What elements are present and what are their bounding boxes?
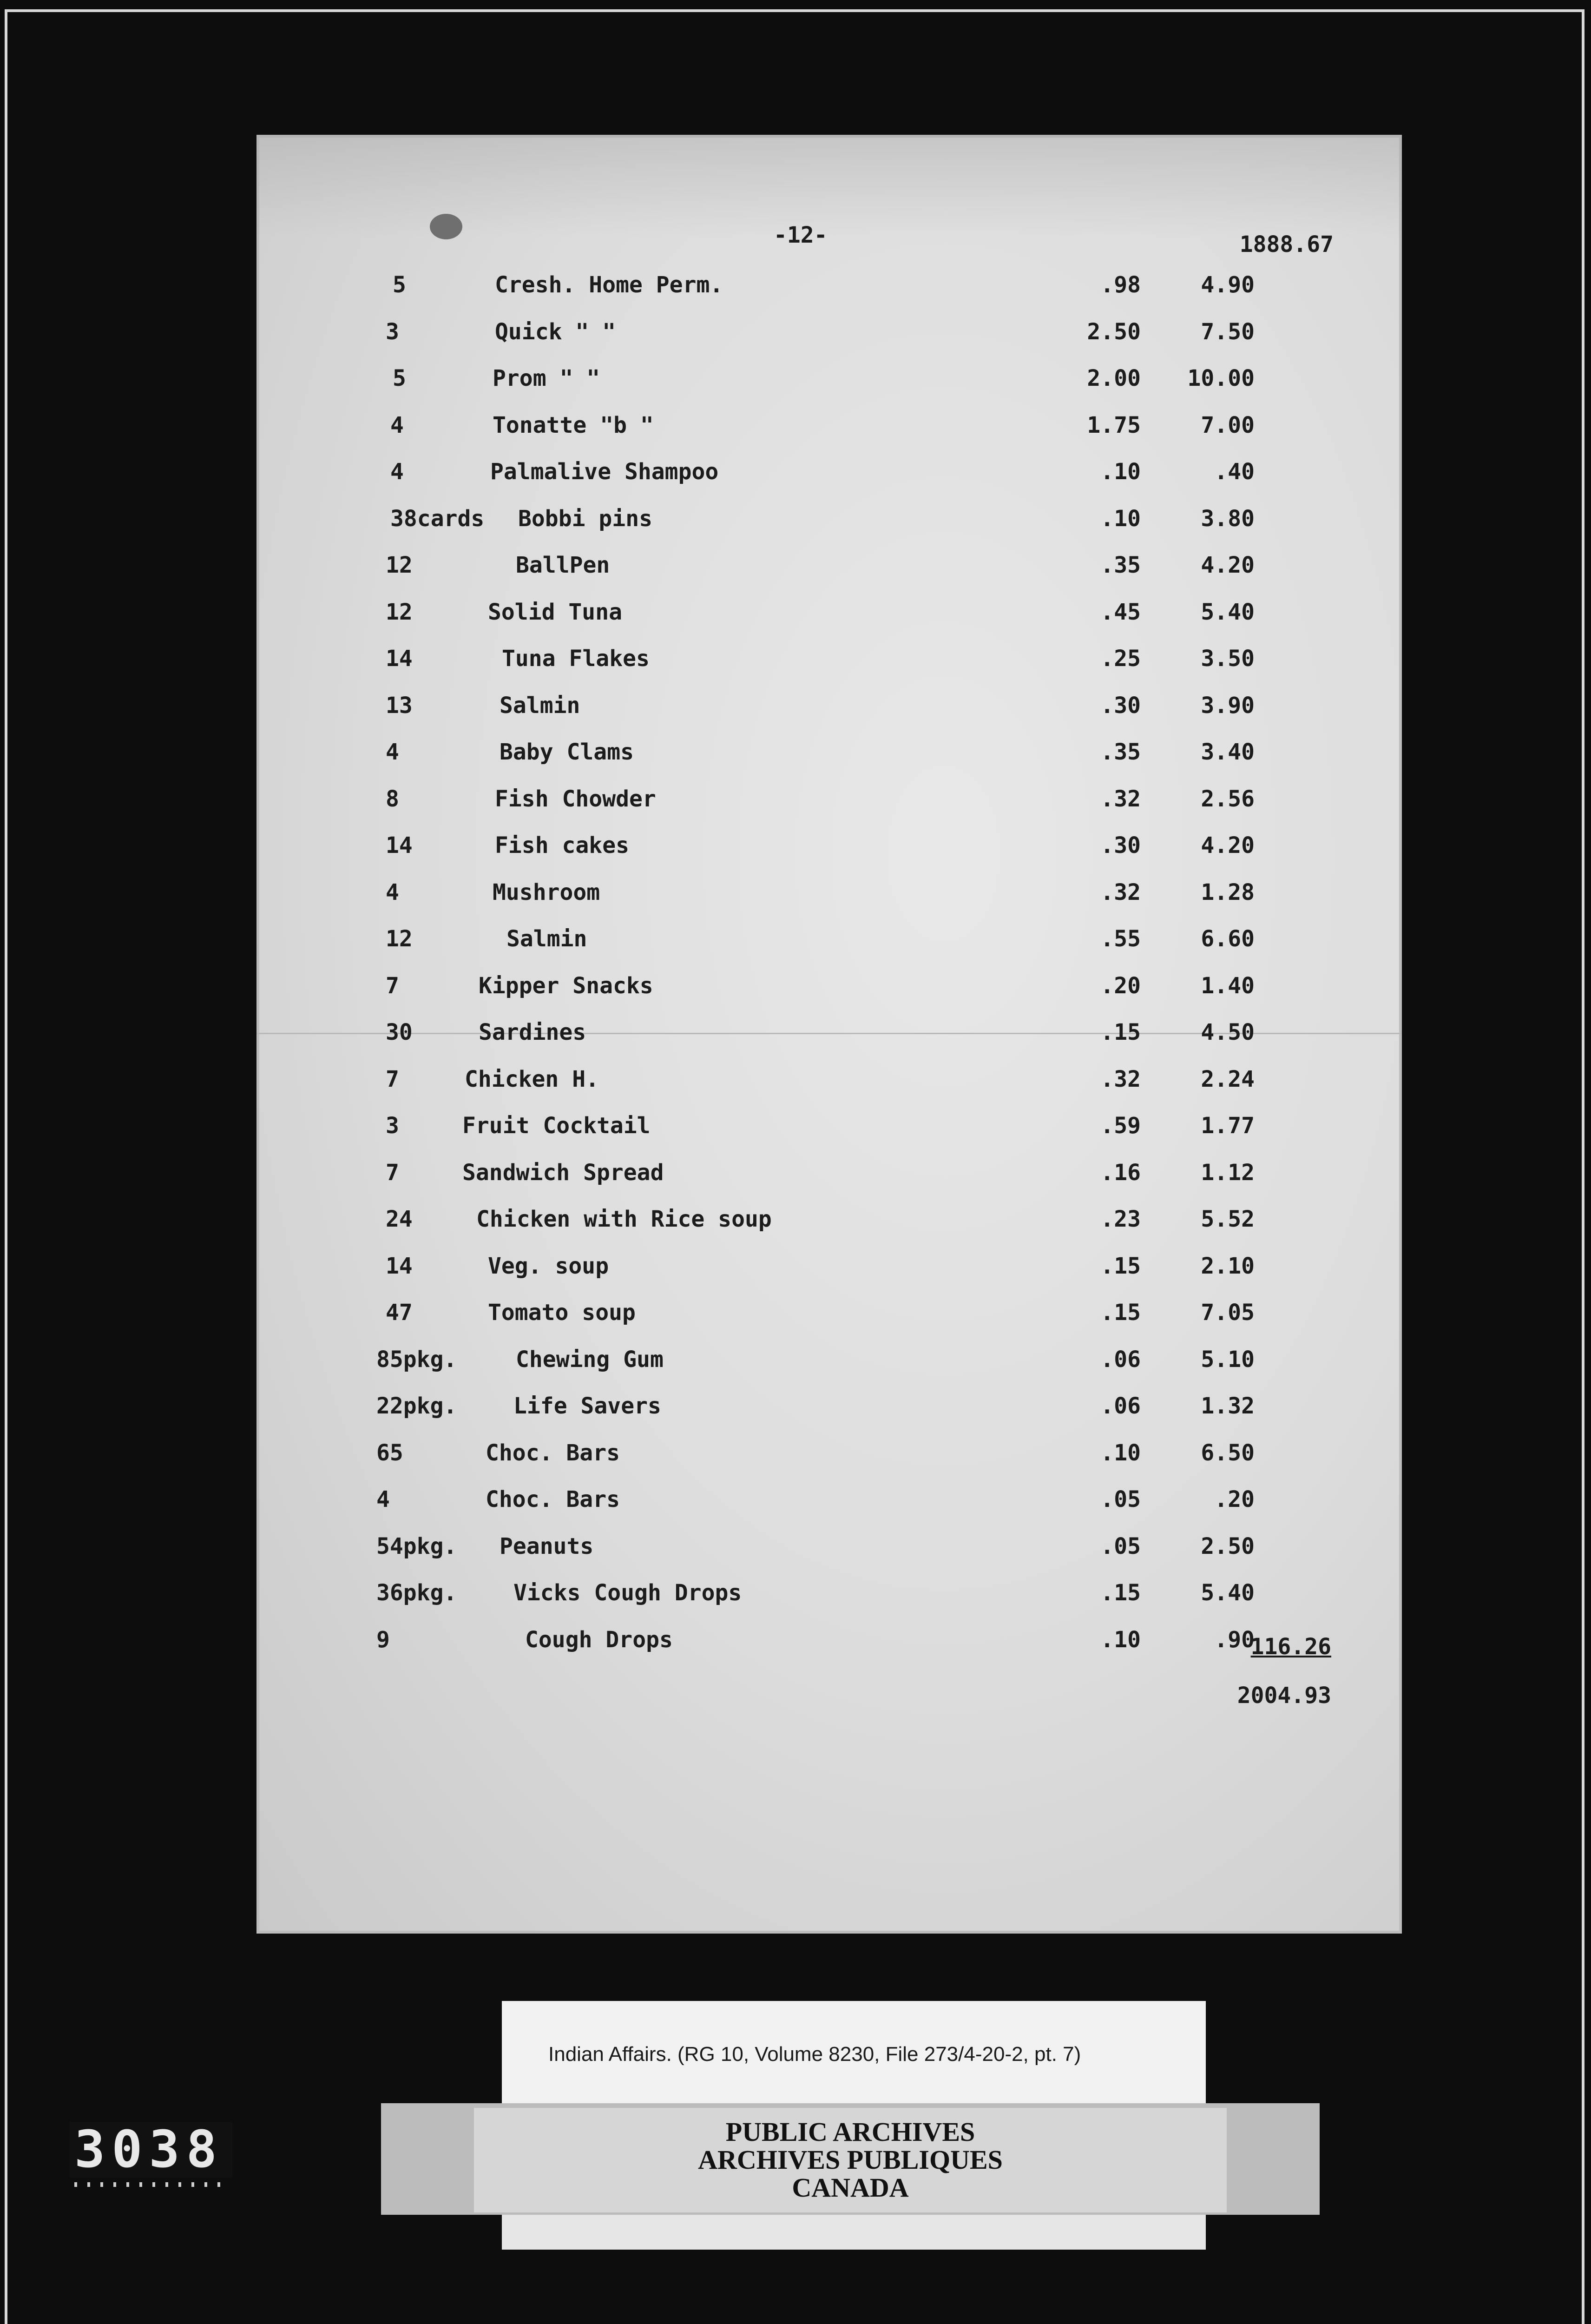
item-quantity: 12 xyxy=(386,926,413,952)
item-quantity: 54pkg. xyxy=(376,1533,457,1559)
item-total: 6.60 xyxy=(1201,926,1255,952)
stamp-line-2: ARCHIVES PUBLIQUES xyxy=(698,2145,1003,2175)
item-quantity: 4 xyxy=(386,739,399,765)
grand-total: 2004.93 xyxy=(1237,1683,1331,1709)
item-total: 2.24 xyxy=(1201,1066,1255,1092)
item-unit-price: .35 xyxy=(1100,739,1141,765)
item-quantity: 14 xyxy=(386,832,413,858)
item-quantity: 4 xyxy=(386,879,399,905)
item-name: Fish Chowder xyxy=(495,786,656,812)
item-quantity: 3 xyxy=(386,1113,399,1139)
item-total: 5.52 xyxy=(1201,1206,1255,1232)
item-total: 5.10 xyxy=(1201,1347,1255,1373)
item-name: Tuna Flakes xyxy=(502,646,650,672)
item-unit-price: .15 xyxy=(1100,1300,1141,1326)
item-name: Fruit Cocktail xyxy=(462,1113,651,1139)
item-unit-price: .98 xyxy=(1100,272,1141,298)
item-name: Fish cakes xyxy=(495,832,629,858)
item-unit-price: .32 xyxy=(1100,786,1141,812)
item-total: .90 xyxy=(1214,1627,1255,1653)
item-unit-price: .45 xyxy=(1100,599,1141,625)
item-name: Kipper Snacks xyxy=(479,973,653,999)
item-unit-price: 2.00 xyxy=(1087,365,1141,391)
item-unit-price: .10 xyxy=(1100,1627,1141,1653)
item-unit-price: .06 xyxy=(1100,1393,1141,1419)
frame-counter: 3038 xyxy=(74,2119,224,2179)
archive-reference: Indian Affairs. (RG 10, Volume 8230, File 273/4-20-2, pt. 7) xyxy=(548,2043,1081,2066)
item-name: Quick " " xyxy=(495,319,616,345)
item-name: Salmin xyxy=(500,693,580,719)
item-total: 3.80 xyxy=(1201,506,1255,532)
item-total: 2.10 xyxy=(1201,1253,1255,1279)
item-name: Peanuts xyxy=(500,1533,594,1559)
item-total: 3.90 xyxy=(1201,693,1255,719)
stamp-line-3: CANADA xyxy=(792,2172,909,2203)
item-unit-price: .25 xyxy=(1100,646,1141,672)
item-total: 1.28 xyxy=(1201,879,1255,905)
item-unit-price: .32 xyxy=(1100,1066,1141,1092)
item-name: Salmin xyxy=(506,926,587,952)
item-unit-price: .55 xyxy=(1100,926,1141,952)
item-quantity: 12 xyxy=(386,552,413,578)
item-name: Solid Tuna xyxy=(488,599,622,625)
counter-ticks xyxy=(74,2182,230,2187)
item-total: 6.50 xyxy=(1201,1440,1255,1466)
item-quantity: 3 xyxy=(386,319,399,345)
item-name: Mushroom xyxy=(493,879,600,905)
item-unit-price: .06 xyxy=(1100,1347,1141,1373)
page-shading xyxy=(256,135,1402,237)
item-unit-price: .15 xyxy=(1100,1580,1141,1606)
item-unit-price: 2.50 xyxy=(1087,319,1141,345)
item-quantity: 8 xyxy=(386,786,399,812)
item-quantity: 4 xyxy=(376,1486,390,1512)
item-name: Cresh. Home Perm. xyxy=(495,272,723,298)
item-unit-price: .10 xyxy=(1100,459,1141,485)
item-name: Tomato soup xyxy=(488,1300,636,1326)
item-unit-price: .05 xyxy=(1100,1486,1141,1512)
item-unit-price: .16 xyxy=(1100,1160,1141,1186)
item-quantity: 5 xyxy=(393,365,406,391)
item-unit-price: .15 xyxy=(1100,1253,1141,1279)
item-quantity: 4 xyxy=(390,412,404,438)
item-total: 5.40 xyxy=(1201,599,1255,625)
item-name: Tonatte "b " xyxy=(493,412,654,438)
item-total: 4.20 xyxy=(1201,552,1255,578)
item-quantity: 13 xyxy=(386,693,413,719)
item-total: 3.50 xyxy=(1201,646,1255,672)
item-name: Palmalive Shampoo xyxy=(490,459,719,485)
item-unit-price: .05 xyxy=(1100,1533,1141,1559)
item-quantity: 14 xyxy=(386,646,413,672)
item-quantity: 4 xyxy=(390,459,404,485)
item-name: Choc. Bars xyxy=(486,1440,620,1466)
item-unit-price: .10 xyxy=(1100,1440,1141,1466)
item-unit-price: .35 xyxy=(1100,552,1141,578)
item-name: Vicks Cough Drops xyxy=(513,1580,742,1606)
item-unit-price: .32 xyxy=(1100,879,1141,905)
item-quantity: 85pkg. xyxy=(376,1347,457,1373)
item-name: Choc. Bars xyxy=(486,1486,620,1512)
item-name: Veg. soup xyxy=(488,1253,609,1279)
item-unit-price: .30 xyxy=(1100,693,1141,719)
item-total: .20 xyxy=(1214,1486,1255,1512)
item-quantity: 7 xyxy=(386,1160,399,1186)
item-quantity: 47 xyxy=(386,1300,413,1326)
item-total: 4.20 xyxy=(1201,832,1255,858)
item-name: Cough Drops xyxy=(525,1627,673,1653)
item-name: Baby Clams xyxy=(500,739,634,765)
item-unit-price: .23 xyxy=(1100,1206,1141,1232)
item-total: 2.50 xyxy=(1201,1533,1255,1559)
item-name: Life Savers xyxy=(513,1393,661,1419)
item-quantity: 38cards xyxy=(390,506,485,532)
item-quantity: 12 xyxy=(386,599,413,625)
item-total: 4.90 xyxy=(1201,272,1255,298)
item-total: 7.05 xyxy=(1201,1300,1255,1326)
item-name: BallPen xyxy=(516,552,610,578)
item-quantity: 30 xyxy=(386,1019,413,1045)
item-total: 3.40 xyxy=(1201,739,1255,765)
item-name: Chicken H. xyxy=(465,1066,599,1092)
item-name: Bobbi pins xyxy=(518,506,652,532)
item-total: 1.77 xyxy=(1201,1113,1255,1139)
item-total: .40 xyxy=(1214,459,1255,485)
item-quantity: 36pkg. xyxy=(376,1580,457,1606)
page-total: 116.26 xyxy=(1250,1634,1331,1660)
stamp-line-1: PUBLIC ARCHIVES xyxy=(725,2117,975,2147)
item-total: 4.50 xyxy=(1201,1019,1255,1045)
item-total: 5.40 xyxy=(1201,1580,1255,1606)
item-quantity: 65 xyxy=(376,1440,403,1466)
item-name: Prom " " xyxy=(493,365,600,391)
item-name: Sandwich Spread xyxy=(462,1160,664,1186)
item-quantity: 22pkg. xyxy=(376,1393,457,1419)
item-unit-price: .30 xyxy=(1100,832,1141,858)
item-total: 1.40 xyxy=(1201,973,1255,999)
item-total: 7.00 xyxy=(1201,412,1255,438)
item-quantity: 14 xyxy=(386,1253,413,1279)
item-total: 1.12 xyxy=(1201,1160,1255,1186)
item-unit-price: .10 xyxy=(1100,506,1141,532)
item-quantity: 7 xyxy=(386,1066,399,1092)
page-number: -12- xyxy=(774,222,828,248)
item-name: Chewing Gum xyxy=(516,1347,664,1373)
carried-forward-total: 1888.67 xyxy=(1239,231,1334,257)
item-total: 2.56 xyxy=(1201,786,1255,812)
item-unit-price: .20 xyxy=(1100,973,1141,999)
item-quantity: 24 xyxy=(386,1206,413,1232)
item-name: Sardines xyxy=(479,1019,586,1045)
item-name: Chicken with Rice soup xyxy=(476,1206,772,1232)
punch-hole xyxy=(430,214,462,239)
item-total: 7.50 xyxy=(1201,319,1255,345)
item-quantity: 7 xyxy=(386,973,399,999)
item-unit-price: 1.75 xyxy=(1087,412,1141,438)
item-quantity: 9 xyxy=(376,1627,390,1653)
item-unit-price: .59 xyxy=(1100,1113,1141,1139)
item-total: 10.00 xyxy=(1187,365,1255,391)
item-unit-price: .15 xyxy=(1100,1019,1141,1045)
item-total: 1.32 xyxy=(1201,1393,1255,1419)
item-quantity: 5 xyxy=(393,272,406,298)
